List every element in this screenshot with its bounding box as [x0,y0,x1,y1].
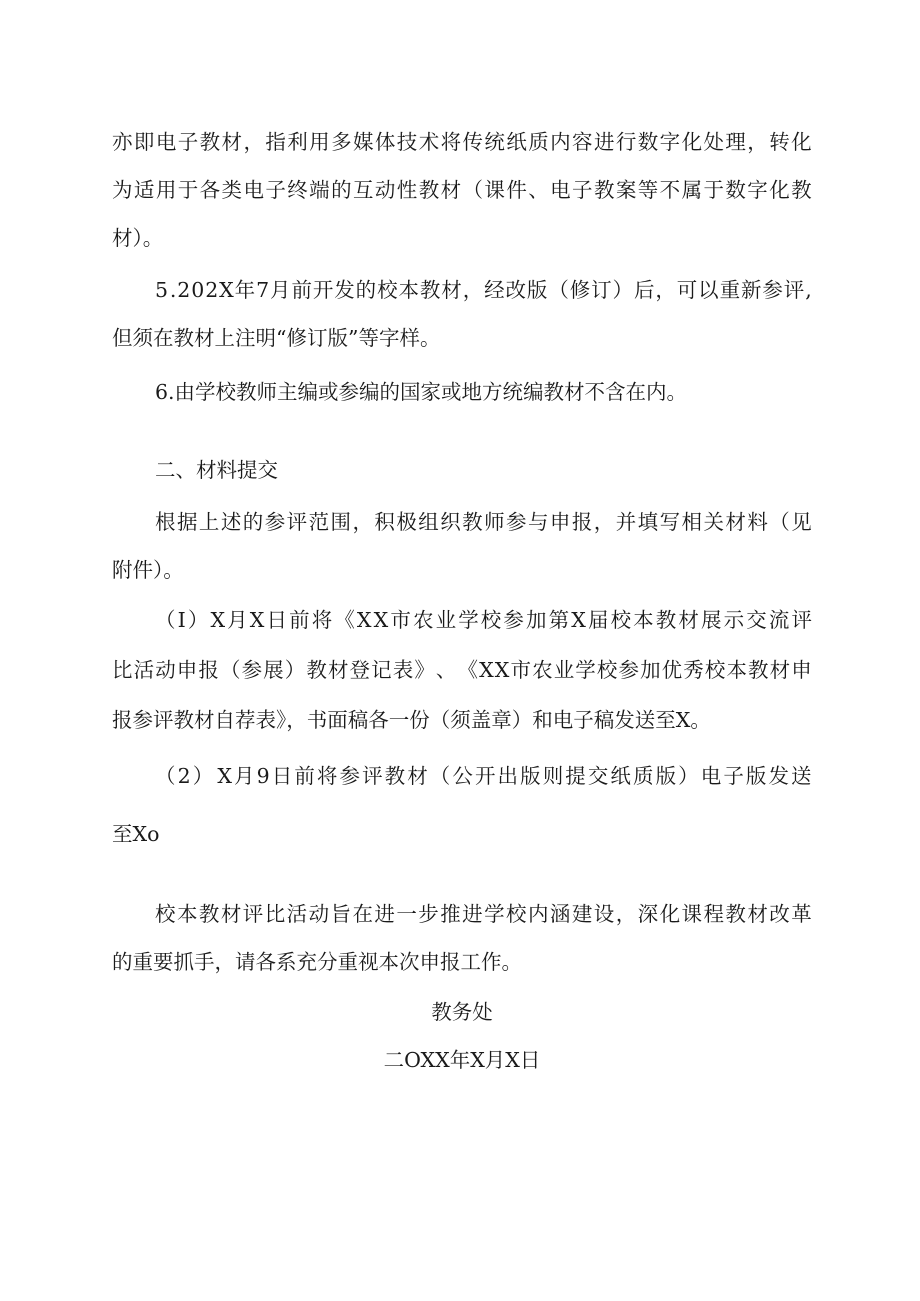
sub-item-1-line2: 比 活 动 申 报 （ 参 展 ） 教 材 登 记 表 》 、 《 X X 市 农 业 学 校 参 加 优 秀 校 本 教 材 申 [112,658,812,682]
signature-office: 教务处 [431,1000,493,1024]
paragraph-digital-materials-line1: 亦 即 电 子 教 材 ， 指 利 用 多 媒 体 技 术 将 传 统 纸 质 内 容 进 行 数 字 化 处 理 ， 转 化 [112,130,812,154]
item-5-line2: 但须在教材上注明“修订版”等字样。 [112,326,441,350]
closing-paragraph-line2: 的重要抓手，请各系充分重视本次申报工作。 [112,950,522,974]
sub-item-2-line2: 至Xo [112,822,160,846]
paragraph-digital-materials-line3: 材）。 [112,226,164,250]
item-6-line1: 6.由学校教师主编或参编的国家或地方统编教材不含在内。 [155,380,688,404]
sub-item-1-line3: 报参评教材自荐表》，书面稿各一份（须盖章）和电子稿发送至X。 [112,708,711,732]
item-5-line1: 5 . 2 0 2 X 年 7 月 前 开 发 的 校 本 教 材 ， 经 改 版 （ 修 订 ） 后 ， 可 以 重 新 参 评 , [155,278,812,302]
paragraph-digital-materials-line2: 为 适 用 于 各 类 电 子 终 端 的 互 动 性 教 材 （ 课 件 、 电 子 教 案 等 不 属 于 数 字 化 教 [112,178,812,202]
intro-paragraph-line1: 根 据 上 述 的 参 评 范 围 ， 积 极 组 织 教 师 参 与 申 报 ， 并 填 写 相 关 材 料 （ 见 [155,510,812,534]
section-heading-material-submission: 二、材料提交 [155,458,278,482]
closing-paragraph-line1: 校 本 教 材 评 比 活 动 旨 在 进 一 步 推 进 学 校 内 涵 建 设 ， 深 化 课 程 教 材 改 革 [155,902,812,926]
intro-paragraph-line2: 附件）。 [112,558,184,582]
signature-date: 二OXX年X月X日 [383,1048,541,1072]
sub-item-1-line1: （ I ） X 月 X 日 前 将 《 X X 市 农 业 学 校 参 加 第 X 届 校 本 教 材 展 示 交 流 评 [155,608,812,632]
sub-item-2-line1: （ 2 ） X 月 9 日 前 将 参 评 教 材 （ 公 开 出 版 则 提 交 纸 质 版 ） 电 子 版 发 送 [155,764,812,788]
